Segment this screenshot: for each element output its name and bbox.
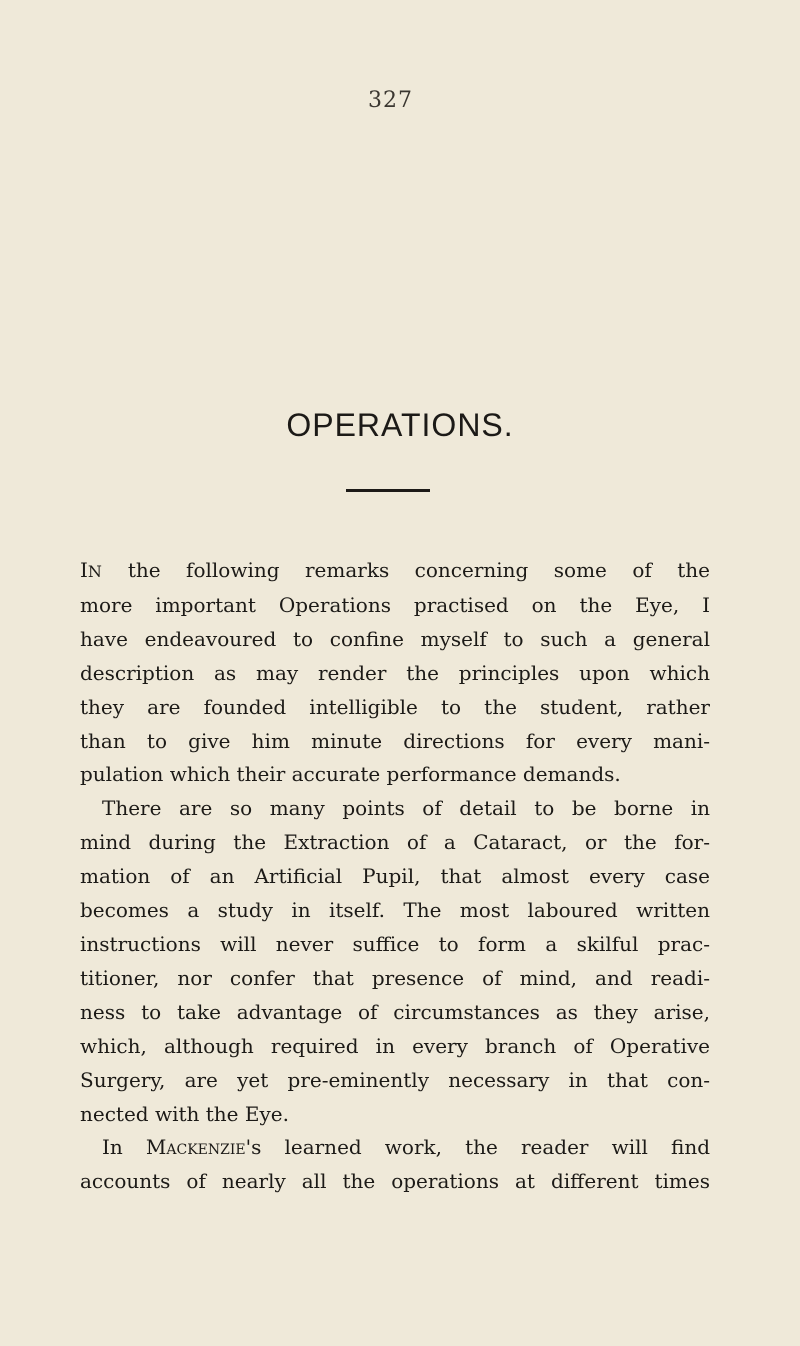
drop-word-rest: N [87, 562, 103, 581]
text-line: instructions will never suffice to form a skilful prac- [80, 931, 710, 956]
paragraph-3-line-1 [80, 1131, 710, 1165]
text-line: have endeavoured to confine myself to such a general [80, 626, 710, 651]
text-line: There are so many points of detail to be borne in [102, 796, 710, 821]
text-line: Surgery, are yet pre-eminently necessary in that con- [80, 1067, 710, 1092]
text-line: mind during the Extraction of a Cataract, or the for- [80, 830, 710, 855]
text-line: ness to take advantage of circumstances as they arise, [80, 999, 710, 1024]
paragraph-1-line-1 [80, 554, 710, 589]
text-line: mation of an Artificial Pupil, that almost every case [80, 864, 710, 889]
title-divider [346, 489, 430, 492]
author-name: Mackenzie [145, 1135, 246, 1160]
text-line: pulation which their accurate performance demands. [80, 762, 621, 787]
paragraph-3-prefix: In [102, 1135, 146, 1160]
body-text [80, 554, 710, 1199]
text-line: which, although required in every branch of Operative [80, 1033, 710, 1058]
text-line: than to give him minute directions for every mani- [80, 728, 710, 753]
chapter-title: OPERATIONS. [286, 407, 514, 444]
page-number: 327 [368, 88, 413, 113]
text-line: description as may render the principles upon which [80, 660, 710, 685]
first-line-rest: the following remarks concerning some of the [102, 558, 710, 582]
text-line: they are founded intelligible to the student, rather [80, 694, 710, 719]
text-line: becomes a study in itself. The most laboured written [80, 898, 710, 923]
drop-word-initial: I [80, 558, 88, 582]
paragraph-3-suffix: 's learned work, the reader will find [245, 1135, 711, 1160]
text-line: titioner, nor confer that presence of mind, and readi- [80, 965, 710, 990]
text-line: accounts of nearly all the operations at different times [80, 1169, 710, 1194]
text-line: nected with the Eye. [80, 1101, 289, 1126]
text-line: more important Operations practised on the Eye, I [80, 592, 710, 617]
